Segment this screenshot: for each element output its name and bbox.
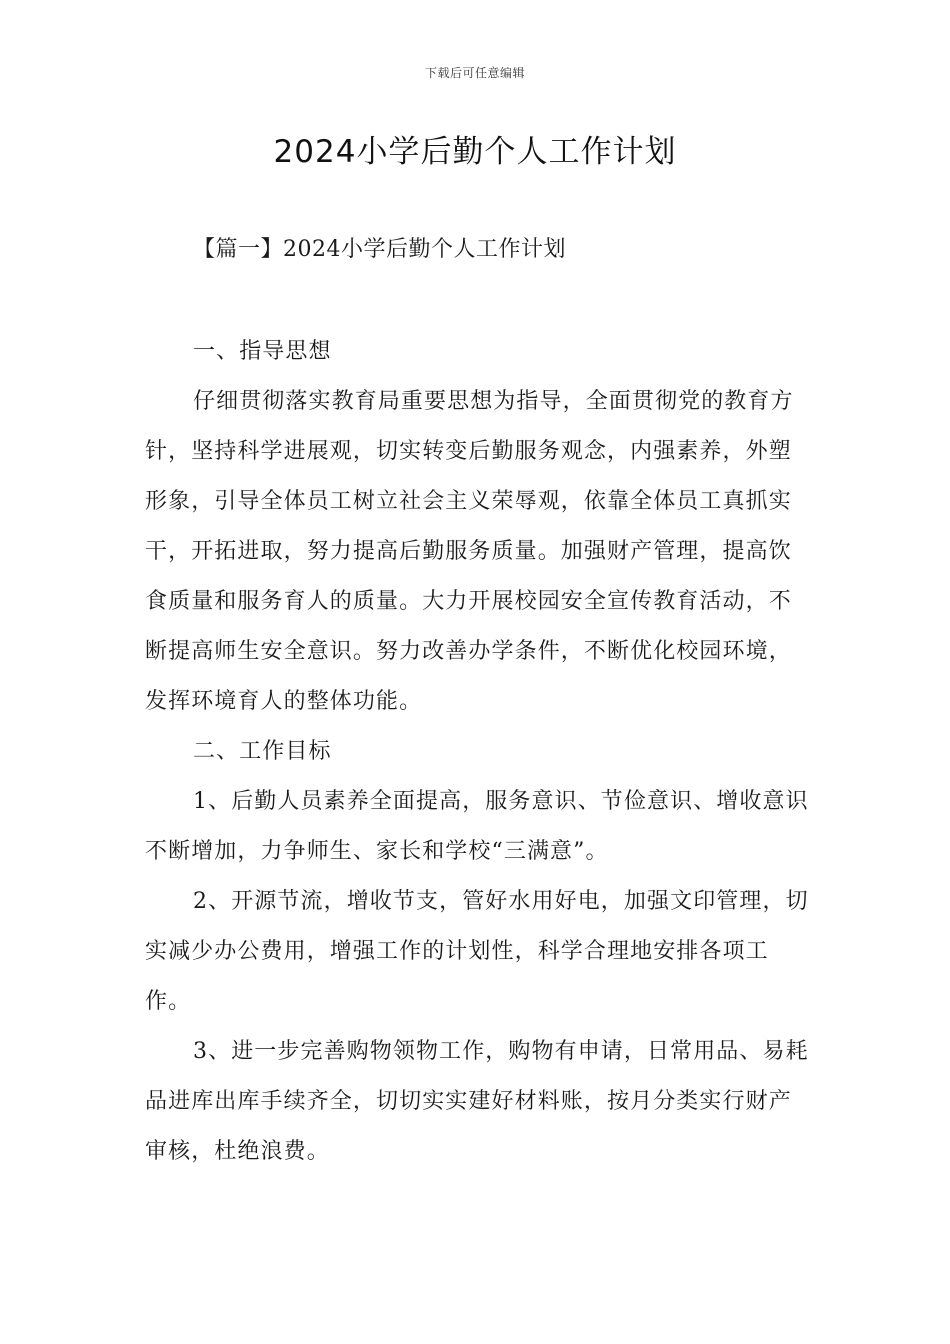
paragraph-guiding-ideology: 仔细贯彻落实教育局重要思想为指导，全面贯彻党的教育方针，坚持科学进展观，切实转变后勤服务观念，内强素养，外塑形象，引导全体员工树立社会主义荣辱观，依靠全体员工真抓实干，开拓进取，努力提高后勤服务质量。加强财产管理，提高饮食质量和服务育人的质量。大力开展校园安全宣传教育活动，不断提高师生安全意识。努力改善办学条件，不断优化校园环境，发挥环境育人的整体功能。 (145, 389, 794, 714)
heading-work-goals: 二、工作目标 (193, 739, 332, 764)
paragraph-goal-1: 1、后勤人员素养全面提高，服务意识、节俭意识、增收意识不断增加，力争师生、家长和学校“三满意”。 (145, 789, 809, 864)
document-body (145, 327, 810, 1177)
paragraph-goal-3: 3、进一步完善购物领物工作，购物有申请，日常用品、易耗品进库出库手续齐全，切切实实建好材料账，按月分类实行财产审核，杜绝浪费。 (145, 1039, 809, 1164)
heading-guiding-ideology: 一、指导思想 (193, 339, 332, 364)
paragraph-goal-2: 2、开源节流，增收节支，管好水用好电，加强文印管理，切实减少办公费用，增强工作的计划性，科学合理地安排各项工作。 (145, 889, 809, 1014)
document-title: 2024小学后勤个人工作计划 (273, 134, 677, 170)
header-note: 下载后可任意编辑 (424, 66, 525, 80)
section-subtitle: 【篇一】2024小学后勤个人工作计划 (193, 237, 566, 262)
